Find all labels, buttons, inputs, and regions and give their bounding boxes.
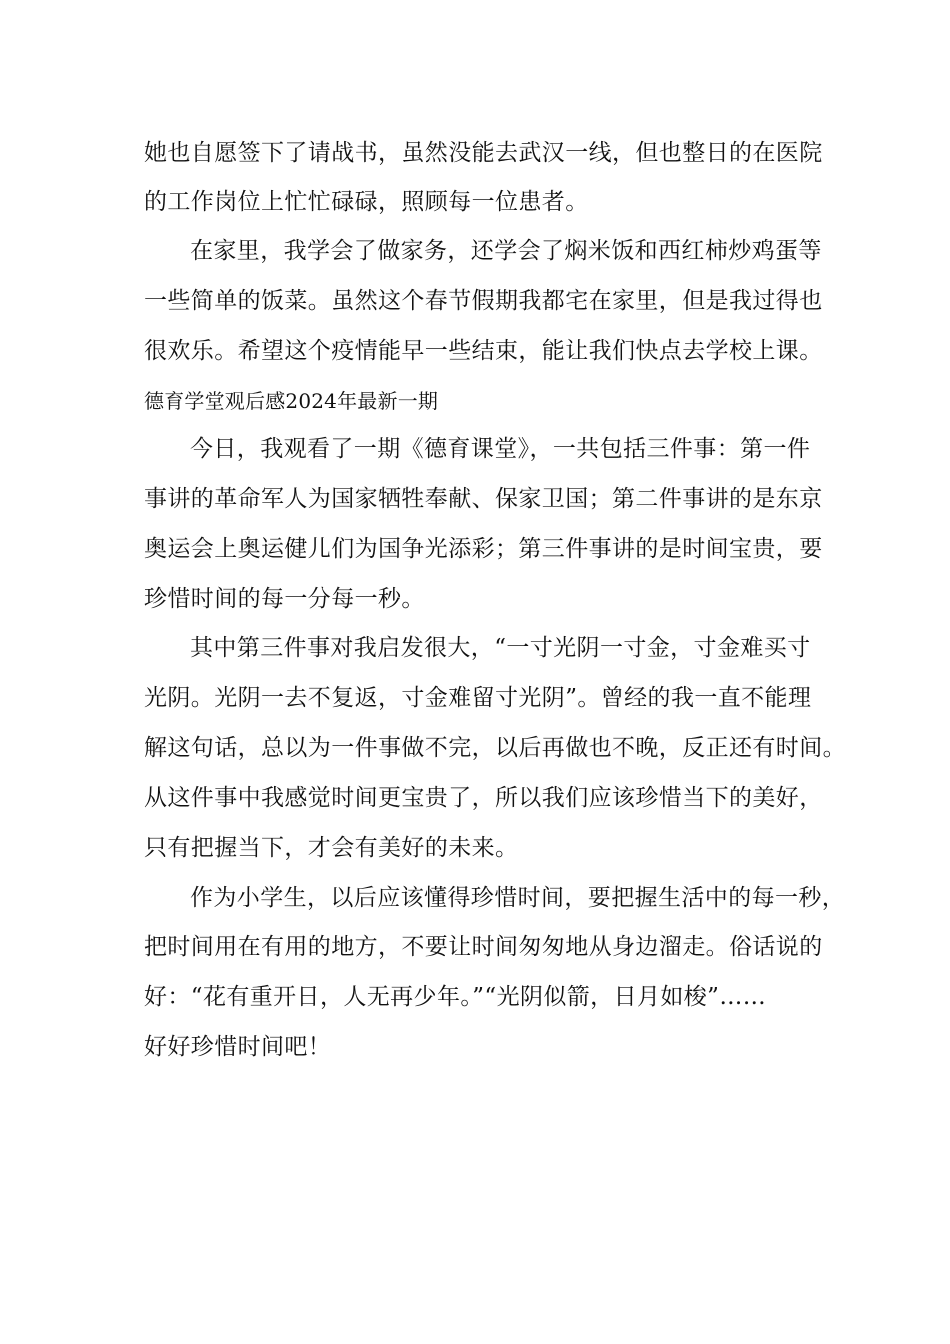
paragraph-line: 好好珍惜时间吧！ xyxy=(144,1034,332,1060)
paragraph-line: 她也自愿签下了请战书，虽然没能去武汉一线，但也整日的在医院 xyxy=(144,140,823,166)
paragraph-line: 今日，我观看了一期《德育课堂》，一共包括三件事：第一件 xyxy=(190,436,811,462)
paragraph-line: 奥运会上奥运健儿们为国争光添彩；第三件事讲的是时间宝贵，要 xyxy=(144,536,823,562)
paragraph-line: 好：“花有重开日，人无再少年。”“光阴似箭，日月如梭”…… xyxy=(144,984,767,1010)
paragraph-line: 作为小学生，以后应该懂得珍惜时间，要把握生活中的每一秒， xyxy=(190,885,846,911)
paragraph-line: 光阴。光阴一去不复返，寸金难留寸光阴”。曾经的我一直不能理 xyxy=(144,685,812,711)
paragraph-line: 很欢乐。希望这个疫情能早一些结束，能让我们快点去学校上课。 xyxy=(144,338,823,364)
paragraph-line: 珍惜时间的每一分每一秒。 xyxy=(144,586,425,612)
section-heading: 德育学堂观后感2024年最新一期 xyxy=(144,389,439,413)
paragraph-line: 只有把握当下，才会有美好的未来。 xyxy=(144,835,519,861)
paragraph-line: 从这件事中我感觉时间更宝贵了，所以我们应该珍惜当下的美好， xyxy=(144,785,823,811)
paragraph-line: 的工作岗位上忙忙碌碌，照顾每一位患者。 xyxy=(144,189,589,215)
paragraph-line: 解这句话，总以为一件事做不完，以后再做也不晚，反正还有时间。 xyxy=(144,735,846,761)
paragraph-line: 事讲的革命军人为国家牺牲奉献、保家卫国；第二件事讲的是东京 xyxy=(144,486,823,512)
paragraph-line: 其中第三件事对我启发很大，“一寸光阴一寸金，寸金难买寸 xyxy=(190,635,811,661)
paragraph-line: 在家里，我学会了做家务，还学会了焖米饭和西红柿炒鸡蛋等 xyxy=(190,238,822,264)
paragraph-line: 一些简单的饭菜。虽然这个春节假期我都宅在家里，但是我过得也 xyxy=(144,288,823,314)
paragraph-line: 把时间用在有用的地方，不要让时间匆匆地从身边溜走。俗话说的 xyxy=(144,934,823,960)
